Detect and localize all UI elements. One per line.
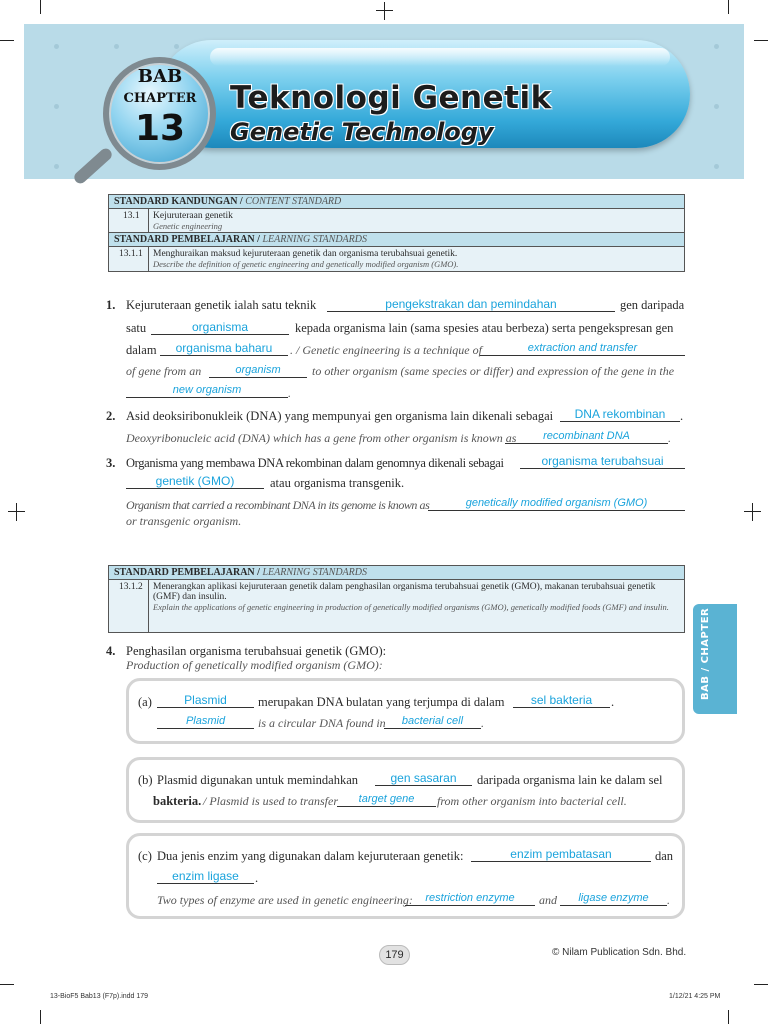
learning-standard-header: STANDARD PEMBELAJARAN / LEARNING STANDARDS <box>109 566 684 580</box>
learning-standard-row: 13.1.1 Menghuraikan maksud kejuruteraan genetik dan organisma terubahsuai genetik. Describe the definition of genetic engineering and genetically modified organism (GMO). <box>109 247 684 271</box>
q4b-text: Plasmid digunakan untuk memindahkan <box>157 773 359 787</box>
standards-table-1 <box>108 194 685 272</box>
q2-answer-1: DNA rekombinan <box>560 407 680 422</box>
chapter-label: CHAPTER <box>123 91 197 106</box>
q4c-answer-4: ligase enzyme <box>560 891 667 906</box>
q4b-text: daripada organisma lain ke dalam sel <box>477 773 663 787</box>
crop-mark <box>728 0 729 14</box>
publisher-credit: © Nilam Publication Sdn. Bhd. <box>552 947 687 958</box>
q3-text: atau organisma transgenik. <box>270 476 405 490</box>
q3-text-english: Organism that carried a recombinant DNA in its genome is known as <box>126 498 430 512</box>
title-pill-highlight <box>210 48 670 66</box>
q1-text-english: of gene from an <box>126 364 202 378</box>
q4b-box <box>126 757 685 823</box>
q4a-text: . <box>611 695 615 709</box>
q1-text: kepada organisma lain (sama spesies atau berbeza) serta pengekspresan gen <box>295 321 674 335</box>
q4a-answer-3: Plasmid <box>157 714 254 729</box>
q4a-text-english: . <box>481 716 484 730</box>
chapter-title-english: Genetic Technology <box>230 118 494 146</box>
q4c-text: Dua jenis enzim yang digunakan dalam kejuruteraan genetik: <box>157 849 464 863</box>
registration-mark <box>744 511 761 512</box>
q1-text: dalam <box>126 343 157 357</box>
q2-text-english: . <box>668 431 671 445</box>
question-2-number: 2. <box>106 409 116 423</box>
q3-text: Organisma yang membawa DNA rekombinan dalam genomnya dikenali sebagai <box>126 456 504 470</box>
q4a-answer-4: bacterial cell <box>384 714 481 729</box>
q1-text-english: to other organism (same species or differ) and expression of the gene in the <box>312 364 675 378</box>
slug-file-name: 13-BioF5 Bab13 (F7p).indd 179 <box>50 993 149 1000</box>
q3-text-english: or transgenic organism. <box>126 514 242 528</box>
question-1-number: 1. <box>106 298 116 312</box>
chapter-number: 13 <box>134 108 186 149</box>
q1-answer-4: extraction and transfer <box>480 341 685 356</box>
q4a-box <box>126 678 685 744</box>
q4b-text-english: / Plasmid is used to transfer <box>203 794 339 808</box>
crop-mark <box>754 984 768 985</box>
question-3-number: 3. <box>106 456 116 470</box>
q1-text: Kejuruteraan genetik ialah satu teknik <box>126 298 317 312</box>
q4c-text-english: and <box>539 893 557 907</box>
q4-text-english: Production of genetically modified organism (GMO): <box>126 658 383 672</box>
q4c-text-english: . <box>667 893 670 907</box>
q4b-label: (b) <box>138 773 153 787</box>
crop-mark <box>0 984 14 985</box>
q1-answer-5: organism <box>209 363 307 378</box>
content-standard-row: 13.1 Kejuruteraan genetik Genetic engineering <box>109 209 684 233</box>
q4c-answer-1: enzim pembatasan <box>471 847 651 862</box>
registration-mark <box>8 511 25 512</box>
q4a-answer-1: Plasmid <box>157 693 254 708</box>
learning-standard-row: 13.1.2 Menerangkan aplikasi kejuruteraan genetik dalam penghasilan organisma terubahsuai genetik (GMO), makanan terubahsuai genetik (GMF) dan insulin. Explain the applications of genetic engineering in production of genetically modified organisms (GMO), genetically modified foods (GMF) and insulin. <box>109 580 684 632</box>
q3-answer-1: organisma terubahsuai <box>520 454 685 469</box>
q1-text: satu <box>126 321 147 335</box>
q1-answer-3: organisma baharu <box>160 341 288 356</box>
q2-text: Asid deoksiribonukleik (DNA) yang mempunyai gen organisma lain dikenali sebagai <box>126 409 554 423</box>
q2-answer-2: recombinant DNA <box>505 429 668 444</box>
chapter-side-tab-label: BAB / CHAPTER 13 <box>700 588 711 700</box>
q3-answer-2: genetik (GMO) <box>126 474 264 489</box>
q1-answer-2: organisma <box>151 320 289 335</box>
q4c-text: dan <box>655 849 674 863</box>
q4b-answer-2: target gene <box>337 792 436 807</box>
q4c-text: . <box>255 871 259 885</box>
chapter-title-malay: Teknologi Genetik <box>230 80 552 116</box>
q1-text-english: . <box>288 386 291 400</box>
q1-answer-6: new organism <box>126 383 288 398</box>
bab-label: BAB <box>137 66 183 87</box>
crop-mark <box>40 0 41 14</box>
q4c-answer-2: enzim ligase <box>157 869 254 884</box>
q4b-answer-1: gen sasaran <box>375 771 472 786</box>
q1-answer-1: pengekstrakan dan pemindahan <box>327 297 615 312</box>
registration-mark <box>16 503 17 521</box>
slug-date: 1/12/21 4:25 PM <box>669 993 721 1000</box>
q4a-label: (a) <box>138 695 152 709</box>
q1-text: gen daripada <box>620 298 685 312</box>
q4a-text: merupakan DNA bulatan yang terjumpa di dalam <box>258 695 505 709</box>
q4c-answer-3: restriction enzyme <box>405 891 535 906</box>
registration-mark <box>384 2 385 20</box>
question-4-number: 4. <box>106 644 116 658</box>
crop-mark <box>40 1010 41 1024</box>
standards-table-2 <box>108 565 685 633</box>
page-number: 179 <box>379 945 410 965</box>
learning-standard-header: STANDARD PEMBELAJARAN / LEARNING STANDARDS <box>109 233 684 247</box>
crop-mark <box>0 40 14 41</box>
q4b-text-english: from other organism into bacterial cell. <box>437 794 627 808</box>
q4a-answer-2: sel bakteria <box>513 693 610 708</box>
q4a-text-english: is a circular DNA found in <box>258 716 386 730</box>
q1-text-english: . / Genetic engineering is a technique of <box>290 343 482 357</box>
q2-text: . <box>680 409 684 423</box>
crop-mark <box>728 1010 729 1024</box>
content-standard-header: STANDARD KANDUNGAN / CONTENT STANDARD <box>109 195 684 209</box>
q4c-label: (c) <box>138 849 152 863</box>
crop-mark <box>754 40 768 41</box>
q2-text-english: Deoxyribonucleic acid (DNA) which has a gene from other organism is known as <box>126 431 517 445</box>
q4b-text: bakteria. <box>153 794 202 808</box>
q4-text: Penghasilan organisma terubahsuai genetik (GMO): <box>126 644 387 658</box>
q3-answer-3: genetically modified organism (GMO) <box>428 496 685 511</box>
registration-mark <box>752 503 753 521</box>
registration-mark <box>376 10 393 11</box>
q4c-text-english: Two types of enzyme are used in genetic engineering: <box>157 893 413 907</box>
